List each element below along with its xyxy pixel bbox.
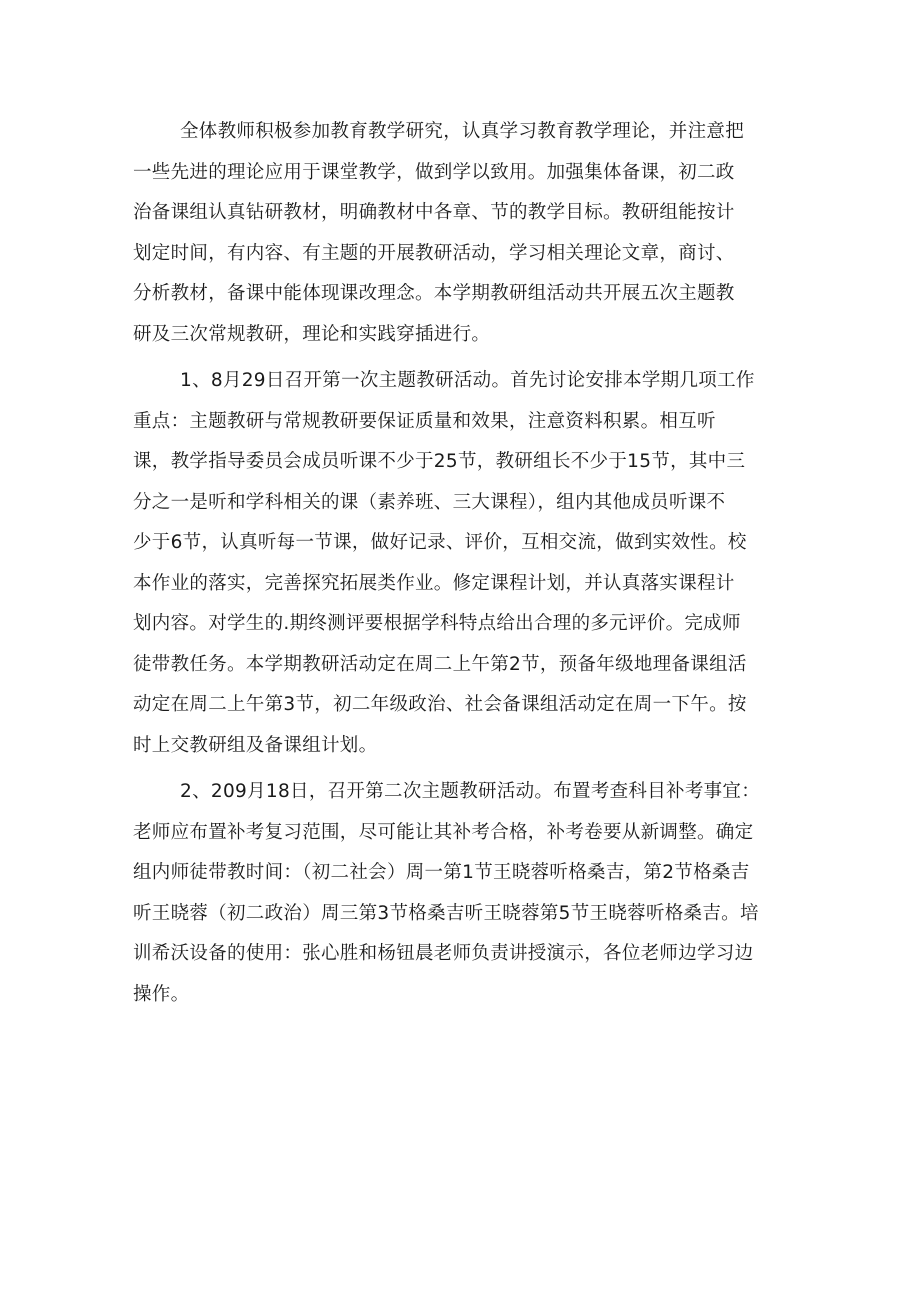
text-line: 全体教师积极参加教育教学研究，认真学习教育教学理论，并注意把 — [180, 121, 745, 142]
text-line: 1、8月29日召开第一次主题教研活动。首先讨论安排本学期几项工作 — [180, 370, 755, 391]
text-line: 老师应布置补考复习范围，尽可能让其补考合格，补考卷要从新调整。确定 — [133, 821, 754, 843]
text-line: 本作业的落实，完善探究拓展类作业。修定课程计划，并认真落实课程计 — [133, 572, 735, 594]
text-line: 研及三次常规教研，理论和实践穿插进行。 — [133, 323, 491, 345]
paragraph-2 — [133, 361, 793, 766]
text-line: 划定时间，有内容、有主题的开展教研活动，学习相关理论文章，商讨、 — [133, 242, 735, 264]
text-line: 2、209月18日，召开第二次主题教研活动。布置考查科目补考事宜： — [180, 781, 761, 802]
text-line: 时上交教研组及备课组计划。 — [133, 734, 378, 756]
text-line: 一些先进的理论应用于课堂教学，做到学以致用。加强集体备课，初二政 — [133, 161, 735, 183]
text-line: 划内容。对学生的.期终测评要根据学科特点给出合理的多元评价。完成师 — [133, 613, 741, 634]
text-line: 少于6节，认真听每一节课，做好记录、评价，互相交流，做到实效性。校 — [133, 532, 747, 553]
text-line: 重点：主题教研与常规教研要保证质量和效果，注意资料积累。相互听 — [133, 410, 716, 432]
document-body — [133, 112, 793, 1021]
text-line: 听王晓蓉（初二政治）周三第3节格桑吉听王晓蓉第5节王晓蓉听格桑吉。培 — [133, 902, 759, 924]
text-line: 训希沃设备的使用：张心胜和杨钮晨老师负责讲授演示，各位老师边学习边 — [133, 943, 754, 964]
text-line: 操作。 — [133, 983, 190, 1005]
text-line: 治备课组认真钻研教材，明确教材中各章、节的教学目标。教研组能按计 — [133, 202, 735, 223]
paragraph-3 — [133, 772, 793, 1015]
text-line: 课，教学指导委员会成员听课不少于25节，教研组长不少于15节，其中三 — [133, 451, 746, 472]
text-line: 动定在周二上午第3节，初二年级政治、社会备课组活动定在周一下午。按 — [133, 694, 747, 715]
text-line: 组内师徒带教时间：（初二社会）周一第1节王晓蓉听格桑吉，第2节格桑吉 — [133, 862, 750, 883]
paragraph-1 — [133, 112, 793, 355]
text-line: 分之一是听和学科相关的课（素养班、三大课程），组内其他成员听课不 — [133, 491, 726, 513]
text-line: 徒带教任务。本学期教研活动定在周二上午第2节，预备年级地理备课组活 — [133, 653, 747, 675]
text-line: 分析教材，备课中能体现课改理念。本学期教研组活动共开展五次主题教 — [133, 283, 735, 304]
